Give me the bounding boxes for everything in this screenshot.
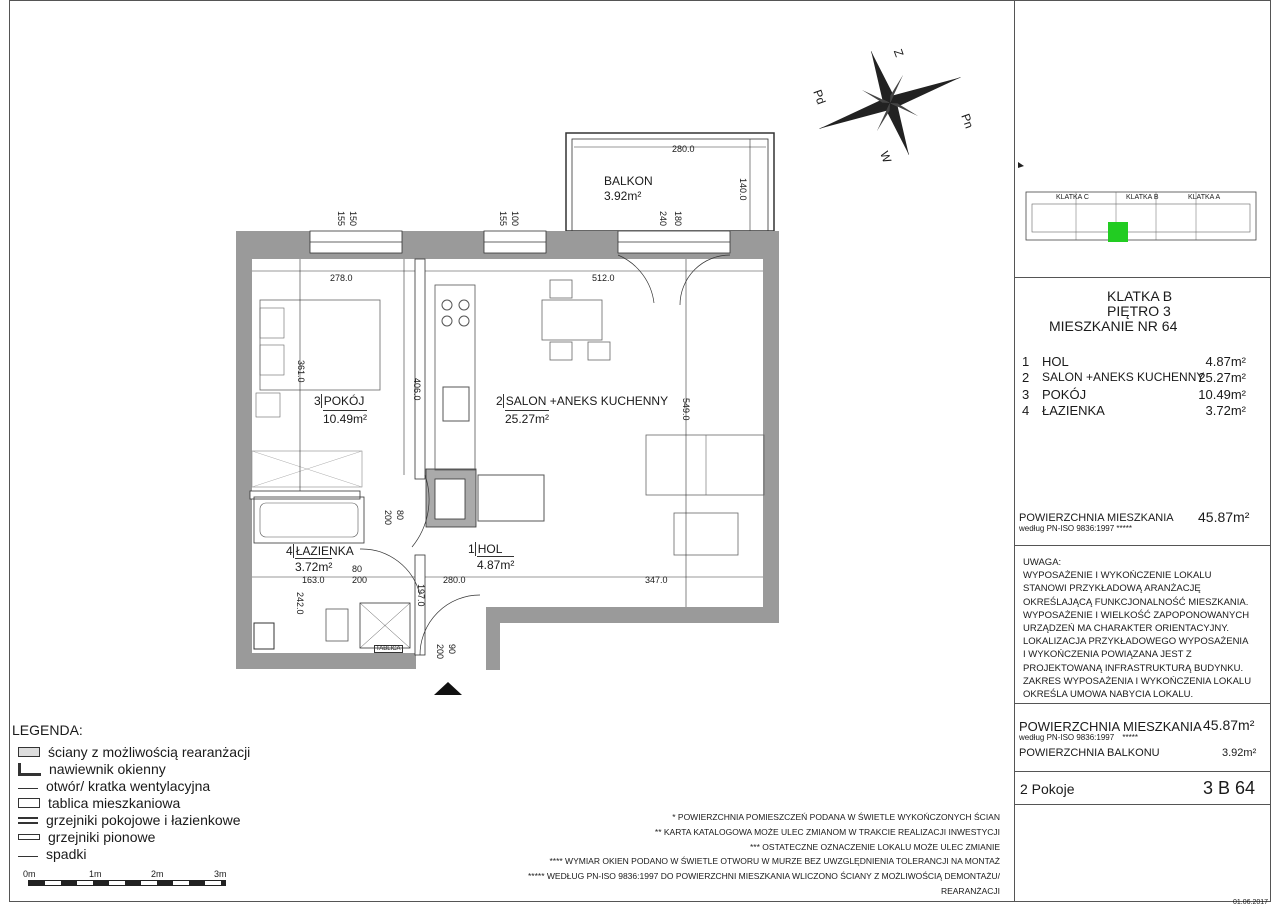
legend-vent-icon (18, 784, 38, 789)
compass-north: Z (890, 47, 907, 59)
title-klatka: KLATKA B (1107, 288, 1173, 304)
right-panel-divider (1014, 0, 1015, 902)
compass-west: Pd (810, 87, 829, 107)
legend-item-walls: ściany z możliwością rearanżacji (18, 744, 250, 760)
area-label: POWIERZCHNIA MIESZKANIA (1019, 512, 1174, 524)
dim-entrance-90: 90 (447, 644, 457, 655)
summary-balcony-label: POWIERZCHNIA BALKONU (1019, 747, 1160, 759)
dim-door-200: 200 (383, 510, 393, 526)
balcony-name: BALKON (604, 174, 653, 188)
key-plan (1016, 160, 1266, 260)
legend-walls-icon (18, 747, 40, 757)
area-value: 45.87m² (1198, 509, 1250, 525)
dim-lazienka-80: 80 (352, 564, 363, 574)
title-pietro: PIĘTRO 3 (1107, 303, 1171, 319)
summary-balcony-value: 3.92m² (1222, 747, 1257, 759)
footnote-6: REARANŻACJI (940, 885, 1000, 896)
summary-area-label: POWIERZCHNIA MIESZKANIA (1019, 719, 1202, 734)
scale-bar (28, 880, 226, 886)
legend-item-panel: tablica mieszkaniowa (18, 795, 180, 811)
room-label-pokoj: 3 POKÓJ (314, 394, 365, 408)
keyplan-klatka-a: KLATKA A (1188, 194, 1221, 201)
dim-window-3b: 180 (673, 211, 683, 227)
dim-197: 197.0 (416, 584, 426, 607)
room-label-hol: 1 HOL (468, 542, 503, 556)
dim-window-3: 240 (658, 211, 668, 227)
legend-radiator-icon (18, 817, 38, 824)
scale-0m: 0m (23, 869, 36, 879)
compass-south: W (877, 149, 895, 165)
legend-title: LEGENDA: (12, 722, 83, 738)
legend-item-radiators: grzejniki pokojowe i łazienkowe (18, 812, 241, 828)
keyplan-klatka-b: KLATKA B (1126, 194, 1159, 201)
dim-347: 347.0 (645, 575, 668, 585)
keyplan-section-top (1014, 277, 1271, 278)
drawing-date: 01.06.2017 (1233, 899, 1269, 906)
rooms-count: 2 Pokoje (1020, 781, 1075, 797)
uwaga-title: UWAGA: (1023, 557, 1062, 568)
dim-512: 512.0 (592, 273, 615, 283)
room-area-pokoj: 10.49m² (323, 412, 368, 426)
dim-lazienka-200: 200 (352, 575, 368, 585)
summary-area-sub: według PN-ISO 9836:1997 ***** (1019, 733, 1138, 742)
dim-406: 406.0 (412, 378, 422, 401)
uwaga-text: WYPOSAŻENIE I WYKOŃCZENIE LOKALU STANOWI PRZYKŁADOWĄ ARANŻACJĘ OKREŚLAJĄCĄ FUNKCJONALNOŚĆ MIESZKANIA. WYPOSAŻENIE I WIELKOŚĆ ZAPOPONOWANYCH URZĄDZEŃ MA CHARAKTER ORIENTACYJNY. LOKALIZACJA PRZYKŁADOWEGO WYPOSAŻENIA I WYKOŃCZENIA POWIĄZANA JEST Z PROJEKTOWANĄ INFRASTRUKTURĄ BUDYNKU. ZAKRES WYPOSAŻENIA I WYKOŃCZENIA LOKALU OKREŚLA UMOWA NABYCIA LOKALU. (1023, 570, 1252, 701)
dim-window-2b: 155 (498, 211, 508, 227)
dim-278: 278.0 (330, 273, 353, 283)
legend-item-vent: otwór/ kratka wentylacyjna (18, 778, 210, 794)
title-mieszkanie: MIESZKANIE NR 64 (1049, 318, 1178, 334)
area-sub: według PN-ISO 9836:1997 ***** (1019, 524, 1132, 533)
legend-slope-icon (18, 852, 38, 857)
legend-item-slopes: spadki (18, 846, 86, 862)
legend-vertical-radiator-icon (18, 834, 40, 840)
summary-section-top (1014, 703, 1271, 704)
balcony-dim-w: 280.0 (672, 144, 695, 154)
apartment-panel-label: TABLICA (376, 646, 401, 652)
legend-vent-window-icon (18, 763, 41, 776)
dim-door-80: 80 (395, 510, 405, 521)
legend-item-vertical-radiators: grzejniki pionowe (18, 829, 155, 845)
scale-2m: 2m (151, 869, 164, 879)
legend-item-vent-window: nawiewnik okienny (18, 761, 166, 777)
scale-1m: 1m (89, 869, 102, 879)
dim-window-1b: 155 (336, 211, 346, 227)
code-section-top (1014, 771, 1271, 772)
code-section-bottom (1014, 804, 1271, 805)
summary-area-value: 45.87m² (1203, 717, 1255, 733)
dim-242: 242.0 (295, 592, 305, 615)
dim-280: 280.0 (443, 575, 466, 585)
room-area-lazienka: 3.72m² (295, 560, 333, 574)
apartment-code: 3 B 64 (1203, 778, 1256, 798)
room-label-salon: 2 SALON +ANEKS KUCHENNY (496, 394, 669, 408)
room-label-lazienka: 4 ŁAZIENKA (286, 544, 354, 558)
room-area-salon: 25.27m² (505, 412, 550, 426)
footnote-3: *** OSTATECZNE OZNACZENIE LOKALU MOŻE ULEC ZMIANIE (750, 841, 1000, 852)
compass-rose (800, 38, 990, 178)
uwaga-section-top (1014, 545, 1271, 546)
legend-panel-icon (18, 798, 40, 808)
dim-entrance-200: 200 (435, 644, 445, 660)
footnote-1: * POWIERZCHNIA POMIESZCZEŃ PODANA W ŚWIETLE WYKOŃCZONYCH ŚCIAN (672, 812, 1000, 822)
keyplan-klatka-c: KLATKA C (1056, 194, 1089, 201)
uwaga-note (1023, 556, 1253, 701)
dim-window-2: 100 (510, 211, 520, 227)
compass-east: Pn (958, 111, 977, 131)
footnotes (500, 810, 1000, 899)
balcony-area: 3.92m² (604, 189, 642, 203)
scale-3m: 3m (214, 869, 227, 879)
dim-window-1: 150 (348, 211, 358, 227)
balcony-dim-h: 140.0 (738, 178, 748, 201)
dim-163: 163.0 (302, 575, 325, 585)
dim-361: 361.0 (296, 360, 306, 383)
room-area-hol: 4.87m² (477, 558, 515, 572)
footnote-5: ***** WEDŁUG PN-ISO 9836:1997 DO POWIERZCHNI MIESZKANIA WLICZONO ŚCIANY Z MOŻLIWOŚCIĄ DEMONTAŻU/ (528, 871, 1000, 882)
footnote-2: ** KARTA KATALOGOWA MOŻE ULEC ZMIANOM W TRAKCIE REALIZACJI INWESTYCJI (654, 826, 1000, 837)
footnote-4: **** WYMIAR OKIEN PODANO W ŚWIETLE OTWORU W MURZE BEZ UWZGLĘDNIENIA TOLERANCJI NA MONTAŻ (549, 856, 1000, 867)
dim-549: 549.0 (681, 398, 691, 421)
